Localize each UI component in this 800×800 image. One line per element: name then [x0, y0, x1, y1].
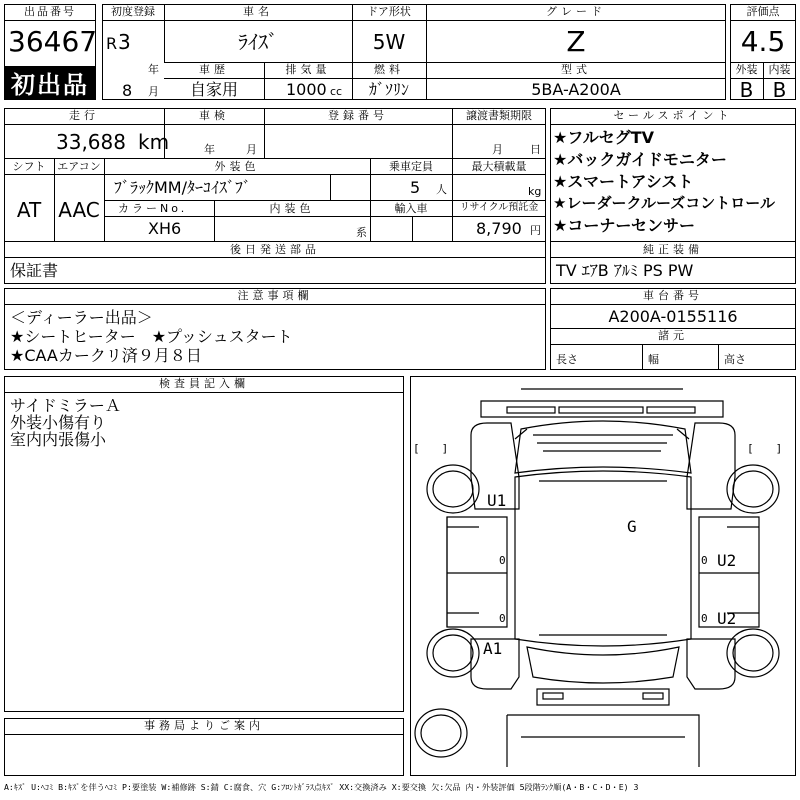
displacement-label: 排気量	[285, 63, 331, 76]
bracket-right: [ ]	[747, 442, 783, 455]
capacity-unit: 人	[436, 183, 447, 196]
first-listing-badge: 初出品	[5, 66, 95, 99]
transfer-day: 日	[530, 143, 541, 156]
sales-point: ★スマートアシスト	[553, 172, 694, 191]
damage-mark-g: G	[627, 517, 637, 536]
door-type: 5W	[372, 30, 406, 54]
inspector-line: 室内内張傷小	[10, 430, 107, 449]
int-grade-label: 内装	[768, 63, 791, 76]
inspector-label: 検査員記入欄	[159, 377, 249, 390]
car-name-label: 車名	[243, 5, 273, 18]
sales-point: ★バックガイドモニター	[553, 150, 727, 169]
int-color-label: 内装色	[269, 202, 315, 215]
later-parts: 保証書	[10, 261, 59, 280]
length-label: 長さ	[556, 353, 578, 366]
zero-mark: 0	[499, 612, 506, 625]
dims-label: 諸元	[658, 329, 688, 342]
transfer-month: 月	[492, 143, 503, 156]
zero-mark: 0	[701, 554, 708, 567]
door-label: ドア形状	[367, 5, 411, 18]
capacity: 5	[410, 178, 421, 197]
recycle-fee: 8,790	[476, 219, 522, 238]
int-grade: B	[772, 78, 787, 102]
color-no-label: カラーNo.	[118, 202, 188, 215]
car-body-diagram	[411, 377, 795, 775]
car-name: ﾗｲｽﾞ	[238, 30, 278, 54]
reg-month: 8	[122, 81, 133, 100]
transfer-label: 譲渡書類期限	[466, 109, 532, 122]
int-color-unit: 系	[356, 226, 367, 239]
lot-number-label: 出品番号	[24, 5, 76, 18]
damage-mark-u1: U1	[487, 491, 507, 510]
era: R	[106, 34, 118, 53]
color-no: XH6	[148, 219, 182, 238]
mileage-label: 走行	[69, 109, 99, 122]
zero-mark: 0	[701, 612, 708, 625]
inspection-year: 年	[204, 143, 215, 156]
ac-label: エアコン	[57, 160, 101, 173]
mileage: 33,688	[56, 130, 126, 154]
notes-label: 注意事項欄	[237, 289, 313, 302]
inspector-line: 外装小傷有り	[10, 413, 107, 432]
capacity-label: 乗車定員	[389, 160, 433, 173]
notes-line: ＜ディーラー出品＞	[10, 308, 153, 327]
score: 4.5	[740, 25, 786, 58]
legend: A:ｷｽﾞ U:ﾍｺﾐ B:ｷｽﾞを伴うﾍｺﾐ P:要塗装 W:補修跡 S:錆 C:腐食、穴 G:ﾌﾛﾝﾄｶﾞﾗｽ点ｷｽﾞ XX:交換済み X:要交換 欠:欠品 内・外装評価 5段階ﾗﾝｸ順(A・B・C・D・E) 3	[4, 782, 639, 792]
history: 自家用	[189, 80, 238, 99]
ext-grade: B	[739, 78, 754, 102]
inspector-line: サイドミラーＡ	[10, 396, 121, 415]
sales-point: ★コーナーセンサー	[553, 216, 696, 235]
lot-number: 36467	[8, 25, 98, 58]
import-label: 輸入車	[394, 202, 428, 215]
width-label: 幅	[648, 353, 659, 366]
ext-grade-label: 外装	[735, 63, 758, 76]
model-label: 型式	[561, 63, 591, 76]
notes-line: ★CAAカークリ済９月８日	[10, 346, 202, 365]
chassis-label: 車台番号	[643, 289, 703, 302]
reg-number-label: 登録番号	[328, 109, 388, 122]
bracket-left: [ ]	[413, 442, 449, 455]
notes-line: ★シートヒーター ★プッシュスタート	[10, 327, 293, 346]
height-label: 高さ	[724, 353, 746, 366]
ext-color-label: 外装色	[214, 160, 260, 173]
displacement-unit: cc	[330, 85, 343, 98]
recycle-label: リサイクル預託金	[459, 202, 539, 213]
displacement: 1000	[286, 80, 327, 99]
equipment-label: 純正装備	[643, 243, 703, 256]
grade-label: グレード	[546, 5, 606, 18]
history-label: 車歴	[199, 63, 229, 76]
month-unit: 月	[148, 85, 159, 98]
recycle-unit: 円	[530, 224, 541, 237]
sales-point: ★フルセグTV	[553, 128, 655, 147]
damage-mark-u2-front: U2	[717, 551, 737, 570]
reg-year: 3	[118, 30, 131, 54]
damage-mark-u2-rear: U2	[717, 609, 737, 628]
score-label: 評価点	[746, 5, 780, 18]
year-unit: 年	[148, 63, 159, 76]
inspection-label: 車検	[199, 109, 229, 122]
shift-label: シフト	[12, 160, 46, 173]
chassis-number: A200A-0155116	[608, 307, 738, 326]
sales-point: ★レーダークルーズコントロール	[553, 194, 775, 212]
first-reg-label: 初度登録	[111, 5, 155, 18]
max-load-unit: kg	[528, 185, 542, 198]
damage-mark-a1: A1	[483, 639, 503, 658]
fuel-label: 燃料	[374, 63, 404, 76]
inspection-month: 月	[246, 143, 257, 156]
ac: AAC	[58, 198, 100, 222]
damage-diagram	[410, 376, 796, 776]
model-code: 5BA-A200A	[531, 80, 621, 99]
office-label: 事務局よりご案内	[144, 719, 264, 732]
max-load-label: 最大積載量	[471, 160, 527, 173]
zero-mark: 0	[499, 554, 506, 567]
later-parts-label: 後日発送部品	[230, 243, 320, 256]
mileage-unit: km	[138, 130, 170, 154]
grade: Z	[566, 25, 586, 58]
sales-points-label: セールスポイント	[613, 109, 733, 122]
fuel: ｶﾞｿﾘﾝ	[368, 80, 409, 99]
equipment: TV ｴｱB ｱﾙﾐ PS PW	[556, 261, 694, 280]
ext-color: ﾌﾞﾗｯｸMM/ﾀｰｺｲｽﾞﾌﾞ	[114, 178, 252, 197]
shift: AT	[16, 198, 42, 222]
